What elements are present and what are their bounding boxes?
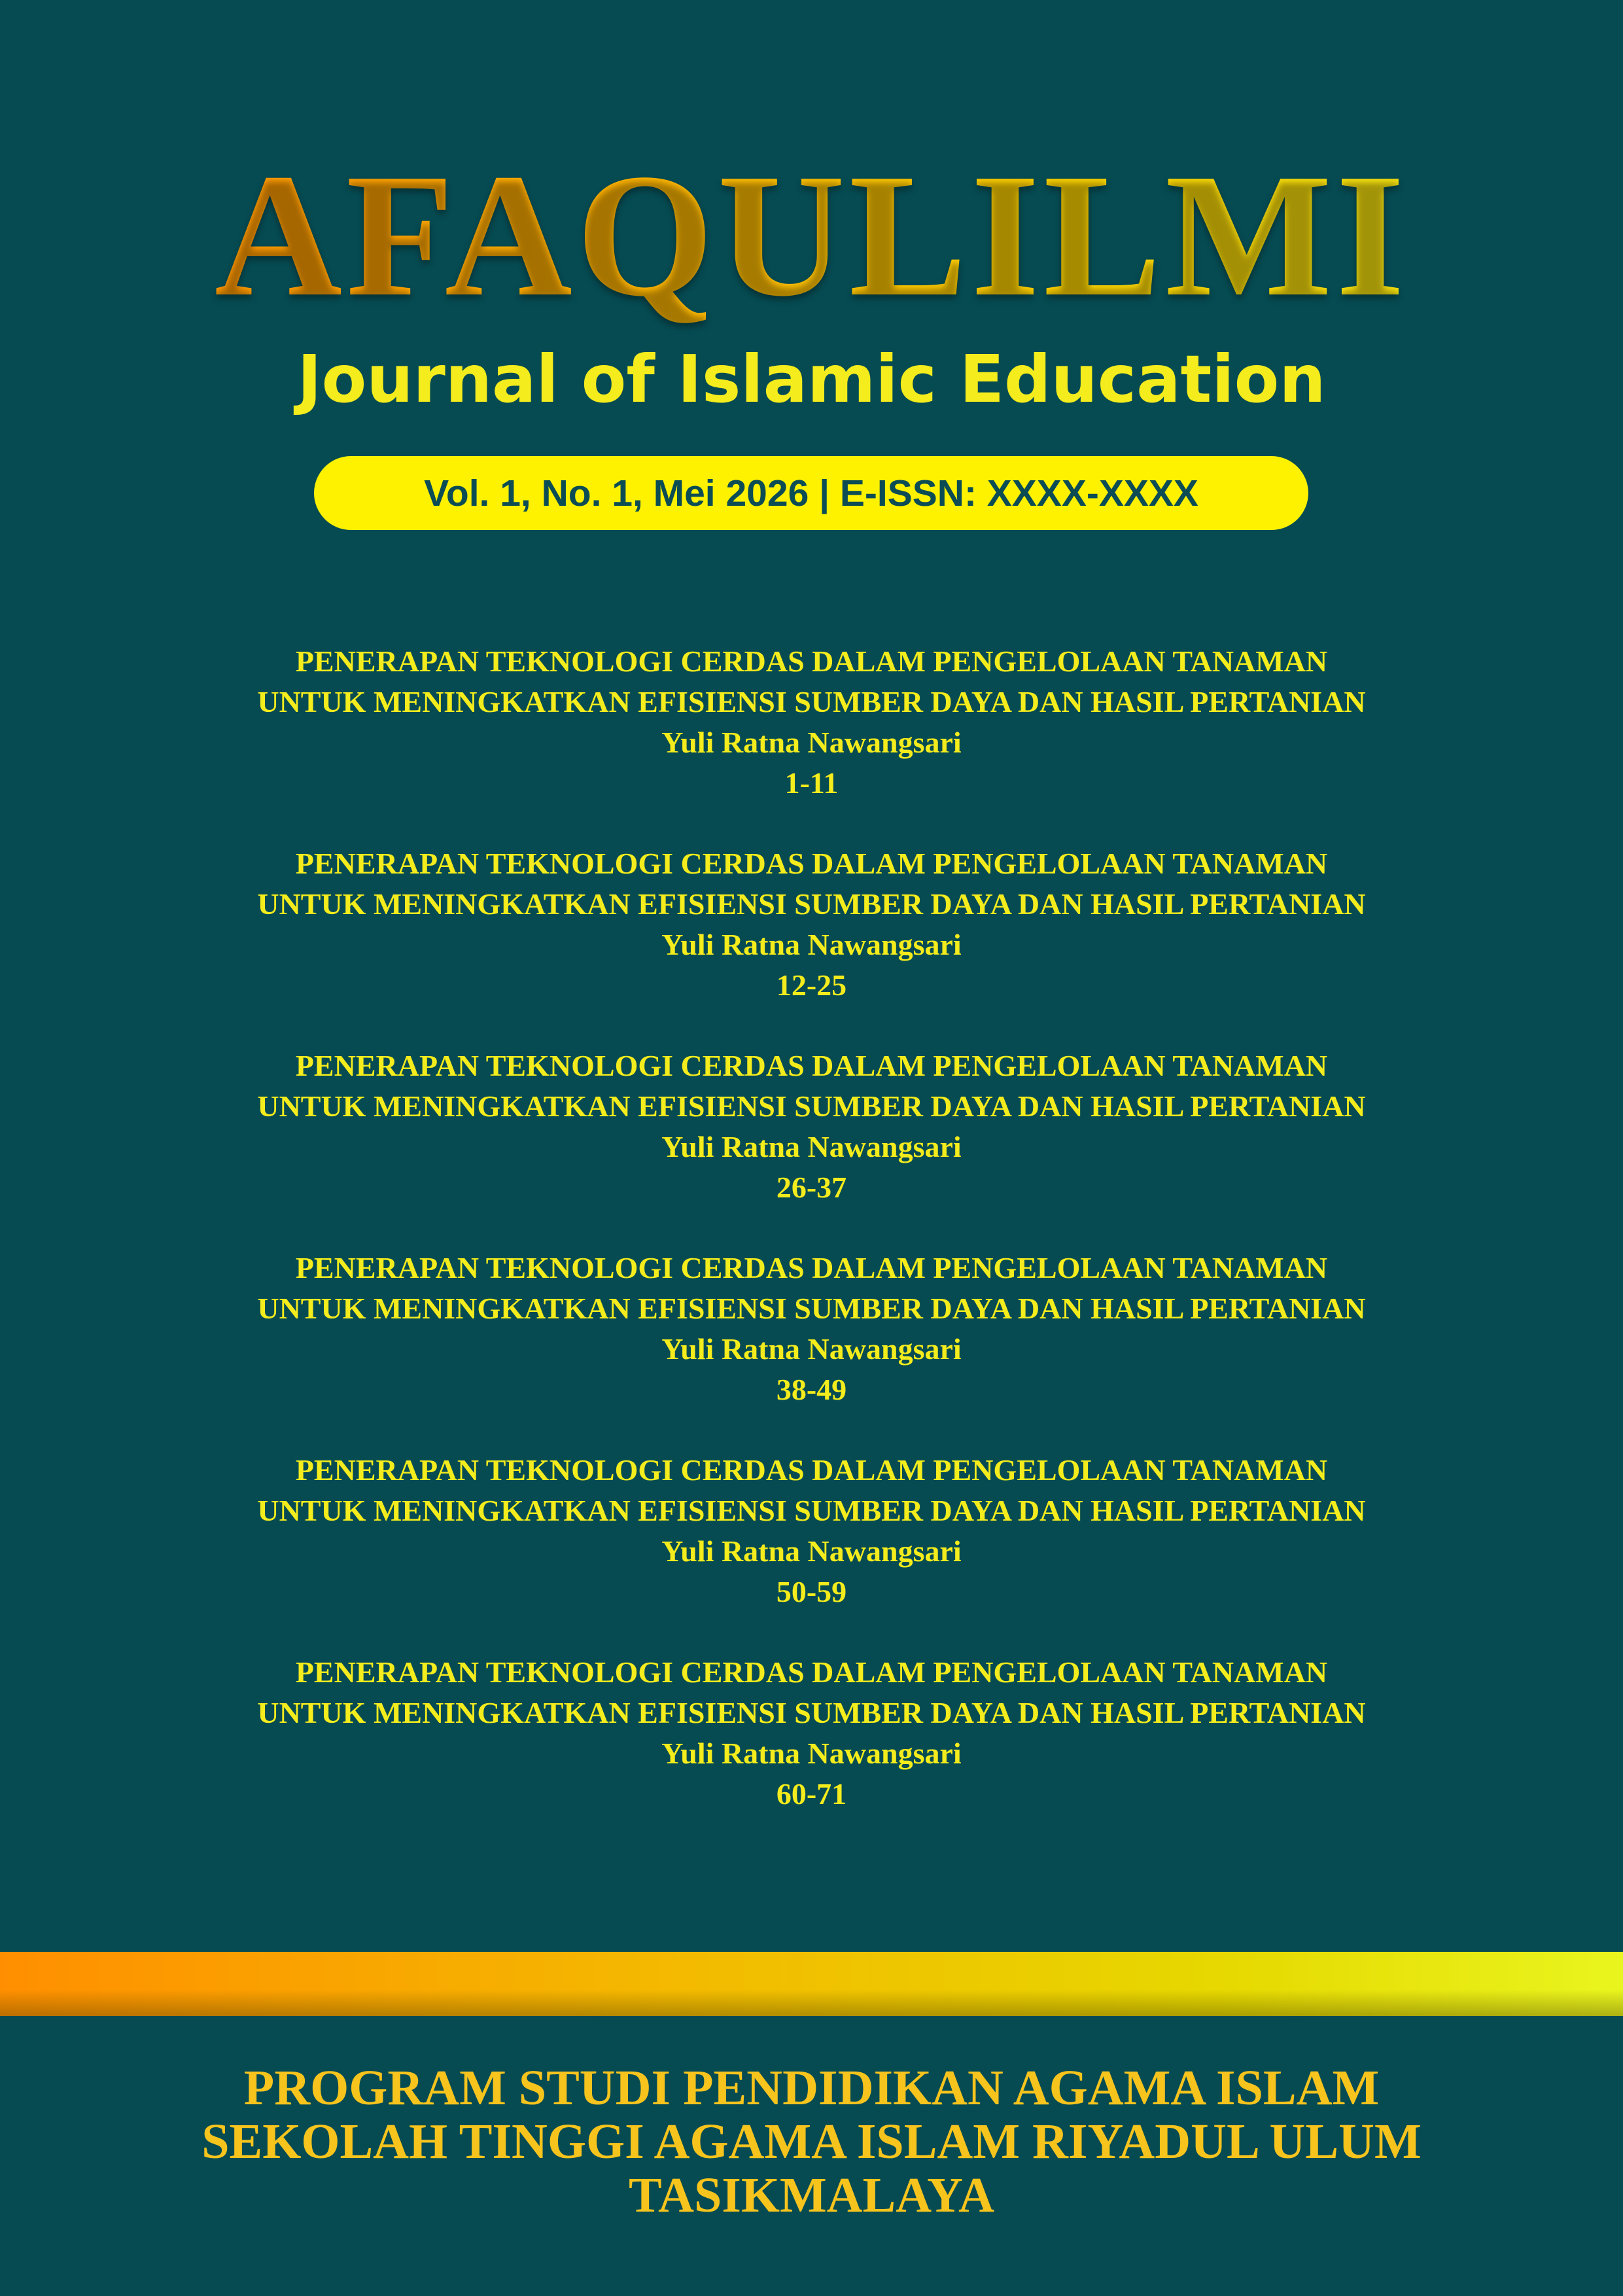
article-title-line-1: PENERAPAN TEKNOLOGI CERDAS DALAM PENGELOLAAN TANAMAN (295, 1453, 1328, 1487)
toc-entry (0, 1046, 1623, 1248)
article-title-line-2: UNTUK MENINGKATKAN EFISIENSI SUMBER DAYA DAN HASIL PERTANIAN (257, 1696, 1366, 1729)
article-title-line-2: UNTUK MENINGKATKAN EFISIENSI SUMBER DAYA DAN HASIL PERTANIAN (257, 1089, 1366, 1123)
publisher-program: PROGRAM STUDI PENDIDIKAN AGAMA ISLAM (243, 2060, 1380, 2115)
table-of-contents (0, 641, 1623, 1854)
gradient-divider-band (0, 1952, 1623, 2016)
article-title-line-2: UNTUK MENINGKATKAN EFISIENSI SUMBER DAYA DAN HASIL PERTANIAN (257, 1292, 1366, 1325)
journal-subtitle: Journal of Islamic Education (297, 341, 1326, 417)
article-pages: 1-11 (784, 766, 839, 800)
article-pages: 12-25 (776, 968, 847, 1002)
toc-entry (0, 1652, 1623, 1854)
publisher-city: TASIKMALAYA (629, 2168, 994, 2223)
article-title-line-1: PENERAPAN TEKNOLOGI CERDAS DALAM PENGELOLAAN TANAMAN (295, 645, 1328, 678)
toc-entry (0, 641, 1623, 843)
article-pages: 50-59 (776, 1575, 847, 1608)
article-pages: 26-37 (776, 1171, 847, 1204)
journal-title: AFAQULILMI (0, 137, 1623, 334)
article-title-line-2: UNTUK MENINGKATKAN EFISIENSI SUMBER DAYA DAN HASIL PERTANIAN (257, 1494, 1366, 1527)
article-pages: 38-49 (776, 1373, 847, 1406)
article-author: Yuli Ratna Nawangsari (661, 1737, 962, 1770)
toc-entry (0, 1450, 1623, 1652)
article-author: Yuli Ratna Nawangsari (661, 1332, 962, 1366)
toc-entry (0, 843, 1623, 1046)
article-title-line-2: UNTUK MENINGKATKAN EFISIENSI SUMBER DAYA DAN HASIL PERTANIAN (257, 887, 1366, 921)
article-author: Yuli Ratna Nawangsari (661, 726, 962, 759)
article-author: Yuli Ratna Nawangsari (661, 1130, 962, 1163)
article-title-line-1: PENERAPAN TEKNOLOGI CERDAS DALAM PENGELOLAAN TANAMAN (295, 1049, 1328, 1082)
toc-entry (0, 1248, 1623, 1450)
article-title-line-1: PENERAPAN TEKNOLOGI CERDAS DALAM PENGELOLAAN TANAMAN (295, 1251, 1328, 1284)
publisher-block (0, 2061, 1623, 2222)
publisher-institution: SEKOLAH TINGGI AGAMA ISLAM RIYADUL ULUM (201, 2114, 1422, 2169)
article-title-line-2: UNTUK MENINGKATKAN EFISIENSI SUMBER DAYA DAN HASIL PERTANIAN (257, 685, 1366, 718)
masthead (0, 137, 1623, 419)
article-title-line-1: PENERAPAN TEKNOLOGI CERDAS DALAM PENGELOLAAN TANAMAN (295, 1655, 1328, 1689)
article-author: Yuli Ratna Nawangsari (661, 928, 962, 961)
issue-label: Vol. 1, No. 1, Mei 2026 | E-ISSN: XXXX-XXXX (424, 472, 1198, 514)
article-title-line-1: PENERAPAN TEKNOLOGI CERDAS DALAM PENGELOLAAN TANAMAN (295, 847, 1328, 880)
article-pages: 60-71 (776, 1777, 847, 1810)
issue-badge (314, 456, 1308, 530)
article-author: Yuli Ratna Nawangsari (661, 1534, 962, 1568)
